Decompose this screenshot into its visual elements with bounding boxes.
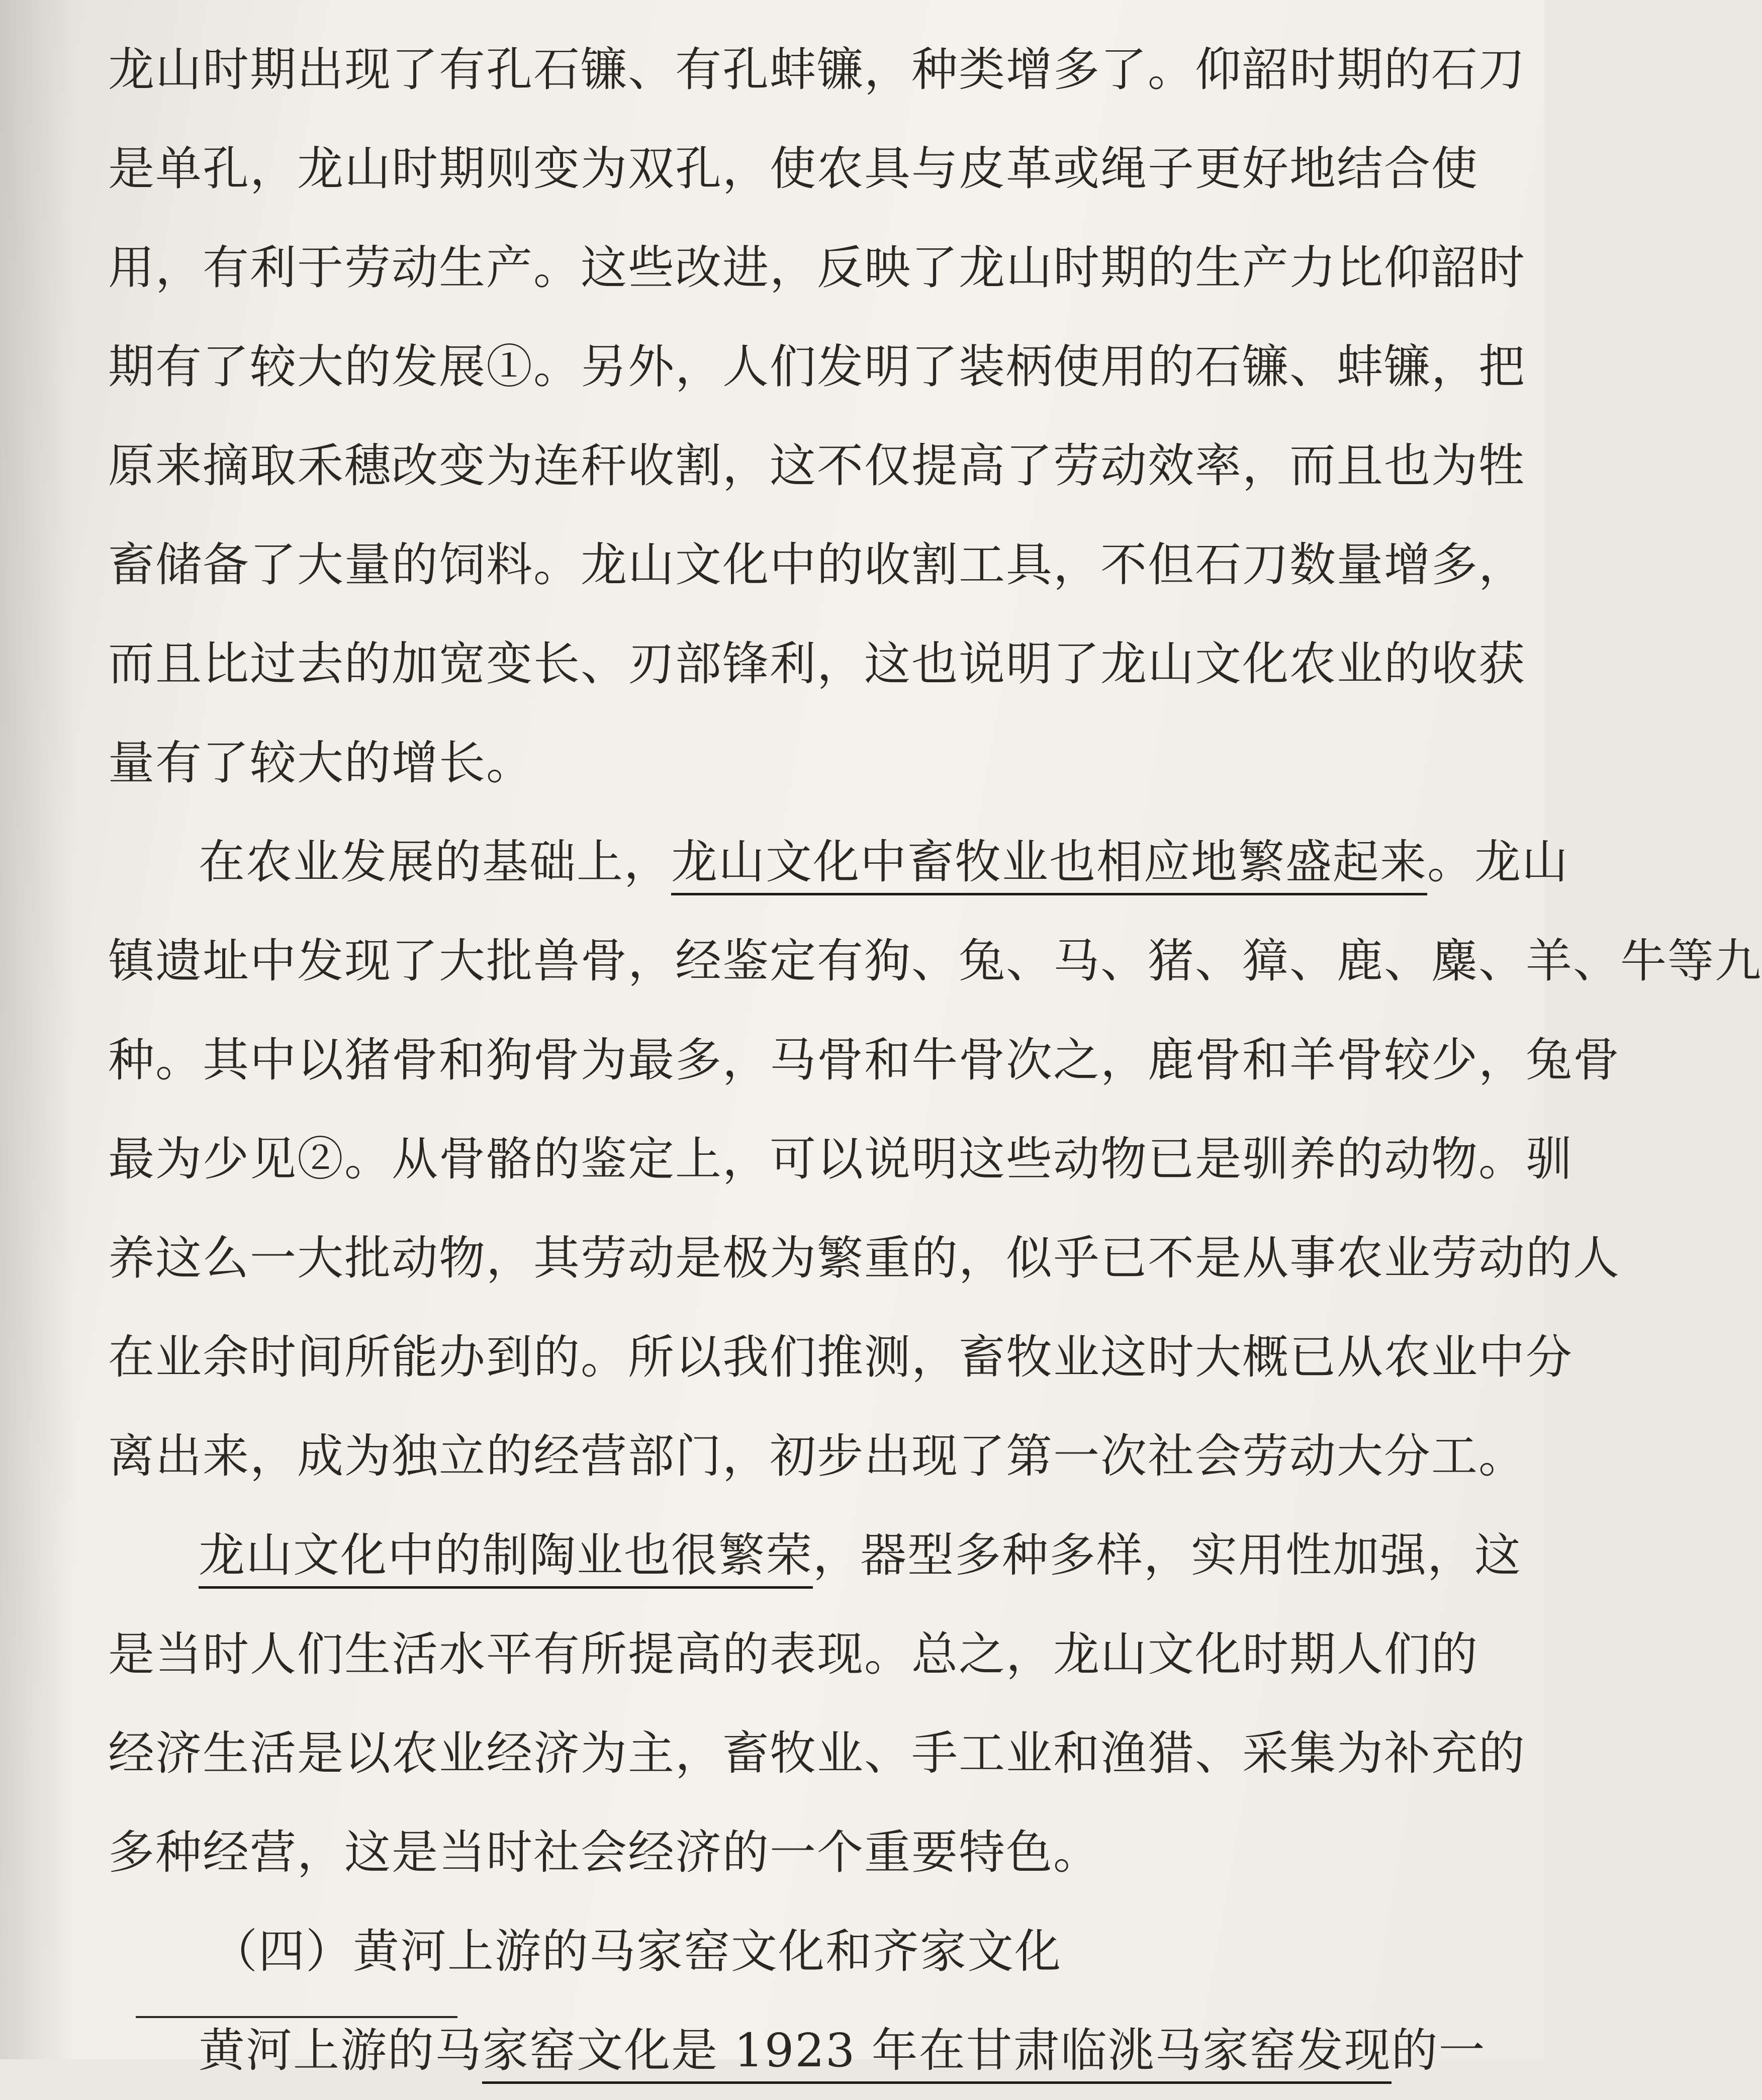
- body-text: [108, 20, 1762, 2100]
- text-span: ，器型多种多样，实用性加强，这: [813, 1528, 1522, 1582]
- underlined-text: 龙山文化中的制陶业也很繁荣: [199, 1528, 813, 1589]
- text-line: 最为少见②。从骨骼的鉴定上，可以说明这些动物已是驯养的动物。驯: [108, 1132, 1573, 1186]
- text-span: 在农业发展的基础上，: [199, 835, 672, 889]
- text-line: 用，有利于劳动生产。这些改进，反映了龙山时期的生产力比仰韶时: [108, 241, 1526, 295]
- text-line: 量有了较大的增长。: [108, 736, 534, 790]
- text-line: 是单孔，龙山时期则变为双孔，使农具与皮革或绳子更好地结合使: [108, 142, 1479, 196]
- underlined-text: 龙山文化中畜牧业也相应地繁盛起来: [671, 835, 1427, 895]
- text-line: 离出来，成为独立的经营部门，初步出现了第一次社会劳动大分工。: [108, 1429, 1526, 1483]
- text-line: 经济生活是以农业经济为主，畜牧业、手工业和渔猎、采集为补充的: [108, 1726, 1526, 1780]
- page-gutter-shadow: [0, 0, 75, 2059]
- text-line: 而且比过去的加宽变长、刃部锋利，这也说明了龙山文化农业的收获: [108, 637, 1526, 691]
- text-span: 的一: [1391, 2024, 1486, 2077]
- text-line: 养这么一大批动物，其劳动是极为繁重的，似乎已不是从事农业劳动的人: [108, 1231, 1621, 1285]
- text-line: 龙山时期出现了有孔石镰、有孔蚌镰，种类增多了。仰韶时期的石刀: [108, 43, 1526, 97]
- footnote-divider: [136, 2016, 457, 2018]
- text-span: 黄河上游的马: [199, 2024, 483, 2077]
- text-line: 畜储备了大量的饲料。龙山文化中的收割工具，不但石刀数量增多，: [108, 538, 1526, 592]
- text-line: 多种经营，这是当时社会经济的一个重要特色。: [108, 1825, 1101, 1879]
- text-line: 是当时人们生活水平有所提高的表现。总之，龙山文化时期人们的: [108, 1627, 1479, 1681]
- text-span: 。龙山: [1427, 835, 1569, 889]
- section-heading: （四）黄河上游的马家窑文化和齐家文化: [211, 1925, 1062, 1978]
- text-line: 原来摘取禾穗改变为连秆收割，这不仅提高了劳动效率，而且也为牲: [108, 439, 1526, 493]
- text-line: 镇遗址中发现了大批兽骨，经鉴定有狗、兔、马、猪、獐、鹿、麋、羊、牛等九: [108, 934, 1762, 988]
- paragraph-first-line: [108, 812, 1569, 911]
- underlined-text: 家窑文化是 1923 年在甘肃临洮马家窑发现: [482, 2024, 1392, 2084]
- paragraph-first-line: [108, 1506, 1522, 1605]
- text-line: 期有了较大的发展①。另外，人们发明了装柄使用的石镰、蚌镰，把: [108, 340, 1526, 394]
- text-line: 在业余时间所能办到的。所以我们推测，畜牧业这时大概已从农业中分: [108, 1330, 1573, 1384]
- text-line: 种。其中以猪骨和狗骨为最多，马骨和牛骨次之，鹿骨和羊骨较少，兔骨: [108, 1033, 1621, 1087]
